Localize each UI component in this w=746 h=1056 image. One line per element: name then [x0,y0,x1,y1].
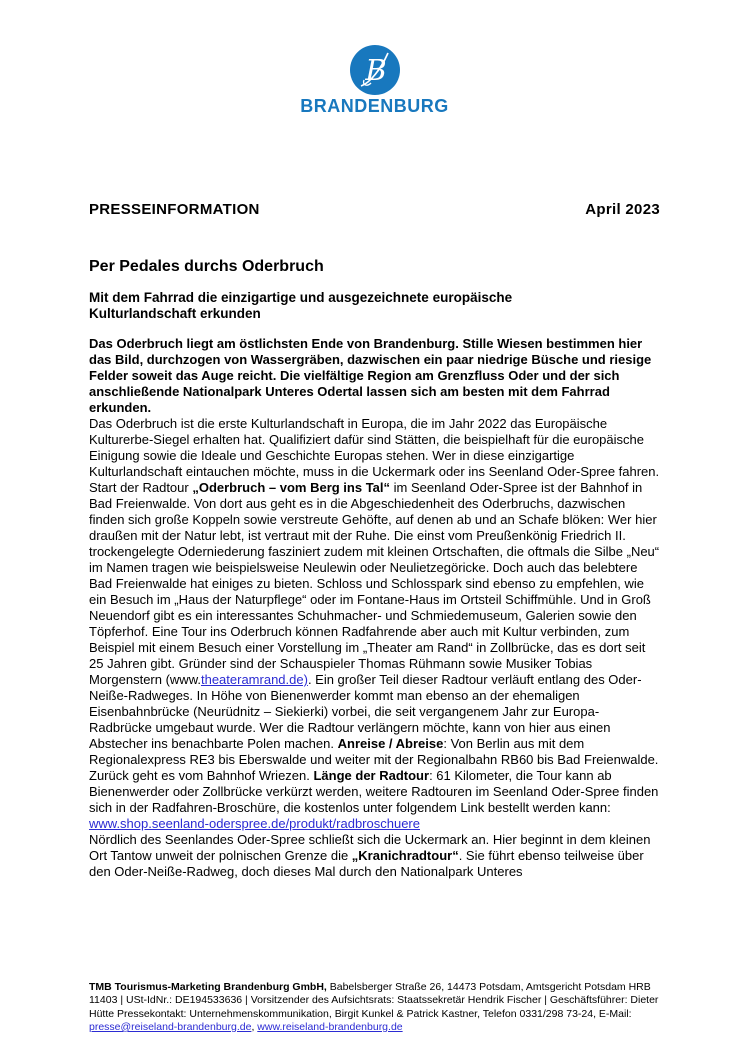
imprint-footer [89,981,660,1034]
text-run: im Seenland Oder-Spree ist der Bahnhof in Bad Freienwalde. Von dort aus geht es in die Abgeschiedenheit des Oderbruchs, dazwischen finden sich große Koppeln sowie verstreute Gehöfte, auf denen ab und an Schafe blöken: Wer hier draußen mit der Natur lebt, ist vertraut mit der Ruhe. Die einst vom Preußenkönig Friedrich II. trockengelegte Oderniederung fasziniert zudem mit kleinen Ortschaften, die oftmals die Silbe „Neu“ im Namen tragen wie beispielsweise Neulewin oder Neulietzegöricke. Doch auch das belebtere Bad Freienwalde hat einiges zu bieten. Schloss und Schlosspark sind ebenso zu empfehlen, wie ein Besuch im „Haus der Naturpflege“ oder im Fontane-Haus im Ortsteil Schiffmühle. Und in Groß Neuendorf gibt es ein interessantes Schuhmacher- und Schmiedemuseum, Galerien sowie den Töpferhof. Eine Tour ins Oderbruch können Radfahrende aber auch mit Kultur verbinden, zum Beispiel mit einem Besuch einer Vorstellung im „Theater am Rand“ in Zollbrücke, das es dort seit 25 Jahren gibt. Gründer sind der Schauspieler Thomas Rühmann sowie Musiker Tobias Morgenstern (www. [89,480,660,687]
paragraph-culture-heritage [89,416,660,480]
text-run: . Ein großer Teil dieser Radtour verläuft entlang des Oder-Neiße-Radweges. In Höhe von Bienenwerder kommt man ebenso an der ehemaligen Eisenbahnbrücke (Neurüdnitz – Siekierki) vorbei, die seit vergangenem Jahr zur Europa-Radbrücke umgebaut wurde. Wer die Radtour verlängern möchte, kann von hier aus einen Abstecher ins benachbarte Polen machen. [89,672,642,751]
brandenburg-wordmark: BRANDENBURG [300,96,449,116]
text-run: , [251,1020,258,1033]
brandenburg-logo [89,45,660,117]
doc-type-label: PRESSEINFORMATION [89,201,260,218]
page-subtitle: Mit dem Fahrrad die einzigartige und ausgezeichnete europäische Kulturlandschaft erkunden [89,290,513,321]
paragraph-kranichradtour [89,832,660,880]
inline-link[interactable]: www.shop.seenland-oderspree.de/produkt/radbroschuere [89,816,420,831]
document-header-row [89,201,660,218]
bold-text-run: Anreise / Abreise [337,736,444,751]
inline-link[interactable]: www.reiseland-brandenburg.de [257,1020,403,1033]
text-run: : 61 Kilometer, die Tour kann ab Bienenwerder oder Zollbrücke verkürzt werden, weitere Radtouren im Seenland Oder-Spree finden sich in der Radfahren-Broschüre, die kostenlos unter folgendem Link bestellt werden kann: [89,768,659,815]
svg-text:B: B [364,53,387,87]
doc-date: April 2023 [585,201,660,218]
inline-link[interactable]: presse@reiseland-brandenburg.de [89,1020,252,1033]
brandenburg-logo-icon [350,45,400,95]
bold-text-run: TMB Tourismus-Marketing Brandenburg GmbH, [89,981,327,993]
bold-text-run: Länge der Radtour [313,768,430,783]
text-run: Das Oderbruch ist die erste Kulturlandschaft in Europa, die im Jahr 2022 das Europäische Kulturerbe-Siegel erhalten hat. Qualifiziert dafür sind Stätten, die beispielhaft für die europäische Einigung sowie die Ideale und Geschichte Europas stehen. Wer in diese einzigartige Kulturlandschaft eintauchen möchte, muss in die Uckermark oder ins Seenland Oder-Spree fahren. [89,416,660,479]
inline-link[interactable]: theateramrand.de) [200,672,308,687]
text-run: . Sie führt ebenso teilweise über den Oder-Neiße-Radweg, doch dieses Mal durch den Nationalpark Unteres [89,848,644,879]
text-run: : Von Berlin aus mit dem Regionalexpress RE3 bis Eberswalde und weiter mit der Regionalbahn RB60 bis Bad Freienwalde. Zurück geht es vom Bahnhof Wriezen. [89,736,659,783]
bold-text-run: Das Oderbruch liegt am östlichsten Ende von Brandenburg. Stille Wiesen bestimmen hier das Bild, durchzogen von Wassergräben, dazwischen ein paar niedrige Büsche und riesige Felder soweit das Auge reicht. Die vielfältige Region am Grenzfluss Oder und der sich anschließende Nationalpark Unteres Odertal lassen sich am besten mit dem Fahrrad erkunden. [89,336,652,415]
text-run: Start der Radtour [89,480,193,495]
bold-text-run: „Kranichradtour“ [351,848,459,863]
bold-text-run: „Oderbruch – vom Berg ins Tal“ [192,480,391,495]
paragraph-radtour-oderbruch [89,480,660,832]
text-run: Nördlich des Seenlandes Oder-Spree schließt sich die Uckermark an. Hier beginnt in dem kleinen Ort Tantow unweit der polnischen Grenze die [89,832,651,863]
text-run: Babelsberger Straße 26, 14473 Potsdam, Amtsgericht Potsdam HRB 11403 | USt-IdNr.: DE194533636 | Vorsitzender des Aufsichtsrats: Staatssekretär Hendrik Fischer | Geschäftsführer: Dieter Hütte Pressekontakt: Unternehmenskommunikation, Birgit Kunkel & Patrick Kastner, Telefon 0331/298 73-24, E-Mail: [89,981,659,1020]
article-body [89,336,660,880]
page-title: Per Pedales durchs Oderbruch [89,258,324,275]
lead-paragraph [89,336,660,416]
